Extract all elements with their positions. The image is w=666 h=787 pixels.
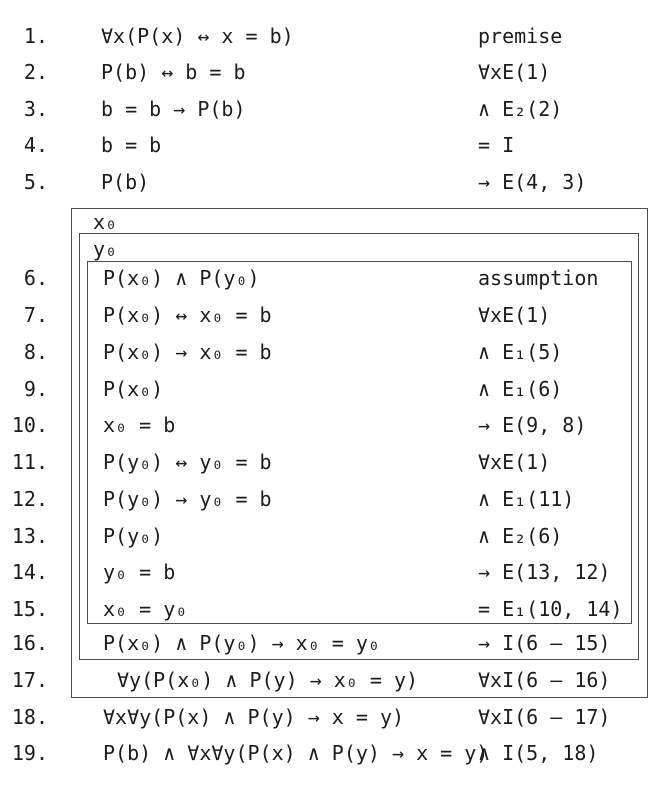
line-number: 17. (11, 668, 48, 692)
proof-line-9 (0, 377, 666, 401)
proof-line-13 (0, 524, 666, 548)
fresh-variable-label-x0: x₀ (93, 210, 118, 234)
line-formula: x₀ = y₀ (103, 597, 188, 621)
line-justification: ∧ E₁(11) (478, 487, 575, 511)
line-formula: P(x₀) → x₀ = b (103, 340, 272, 364)
line-formula: ∀y(P(x₀) ∧ P(y) → x₀ = y) (117, 668, 419, 692)
proof-line-4 (0, 133, 666, 157)
proof-line-2 (0, 60, 666, 84)
line-number: 8. (23, 340, 48, 364)
proof-line-3 (0, 97, 666, 121)
line-justification: → I(6 – 15) (478, 631, 611, 655)
line-number: 1. (23, 24, 48, 48)
line-number: 6. (23, 266, 48, 290)
line-formula: ∀x∀y(P(x) ∧ P(y) → x = y) (103, 705, 405, 729)
line-number: 11. (11, 450, 48, 474)
line-justification: ∧ E₁(5) (478, 340, 563, 364)
proof-line-16 (0, 631, 666, 655)
line-number: 19. (11, 741, 48, 765)
line-formula: b = b → P(b) (101, 97, 246, 121)
line-justification: ∧ E₂(2) (478, 97, 563, 121)
proof-line-6 (0, 266, 666, 290)
proof-line-17 (0, 668, 666, 692)
fresh-variable-label-y0: y₀ (93, 237, 118, 261)
line-formula: P(b) ↔ b = b (101, 60, 246, 84)
line-formula: P(x₀) (103, 377, 164, 401)
line-number: 4. (23, 133, 48, 157)
line-justification: → E(13, 12) (478, 560, 611, 584)
line-number: 14. (11, 560, 48, 584)
line-justification: = E₁(10, 14) (478, 597, 623, 621)
line-justification: ∀xE(1) (478, 303, 551, 327)
proof-line-10 (0, 413, 666, 437)
line-formula: P(y₀) ↔ y₀ = b (103, 450, 272, 474)
proof-line-7 (0, 303, 666, 327)
line-formula: P(x₀) ↔ x₀ = b (103, 303, 272, 327)
line-justification: = I (478, 133, 515, 157)
proof-line-19 (0, 741, 666, 765)
proof-line-11 (0, 450, 666, 474)
proof-line-1 (0, 24, 666, 48)
line-formula: P(b) ∧ ∀x∀y(P(x) ∧ P(y) → x = y) (103, 741, 489, 765)
line-justification: ∧ E₁(6) (478, 377, 563, 401)
line-number: 10. (11, 413, 48, 437)
line-formula: P(b) (101, 170, 150, 194)
line-formula: P(y₀) (103, 524, 164, 548)
line-number: 2. (23, 60, 48, 84)
proof-line-5 (0, 170, 666, 194)
line-formula: P(y₀) → y₀ = b (103, 487, 272, 511)
line-formula: P(x₀) ∧ P(y₀) (103, 266, 260, 290)
line-formula: ∀x(P(x) ↔ x = b) (101, 24, 294, 48)
proof-line-15 (0, 597, 666, 621)
line-number: 16. (11, 631, 48, 655)
line-justification: → E(9, 8) (478, 413, 587, 437)
line-justification: ∀xI(6 – 17) (478, 705, 611, 729)
line-number: 13. (11, 524, 48, 548)
line-justification: ∧ I(5, 18) (478, 741, 599, 765)
proof-line-12 (0, 487, 666, 511)
line-justification: assumption (478, 266, 599, 290)
line-justification: ∀xE(1) (478, 60, 551, 84)
line-number: 7. (23, 303, 48, 327)
line-number: 18. (11, 705, 48, 729)
line-formula: y₀ = b (103, 560, 176, 584)
line-number: 12. (11, 487, 48, 511)
proof-line-8 (0, 340, 666, 364)
line-number: 9. (23, 377, 48, 401)
proof-line-14 (0, 560, 666, 584)
line-number: 5. (23, 170, 48, 194)
line-formula: x₀ = b (103, 413, 176, 437)
line-formula: b = b (101, 133, 162, 157)
line-justification: ∀xI(6 – 16) (478, 668, 611, 692)
line-justification: → E(4, 3) (478, 170, 587, 194)
proof-line-18 (0, 705, 666, 729)
line-justification: ∀xE(1) (478, 450, 551, 474)
line-number: 3. (23, 97, 48, 121)
line-justification: premise (478, 24, 563, 48)
line-justification: ∧ E₂(6) (478, 524, 563, 548)
line-number: 15. (11, 597, 48, 621)
line-formula: P(x₀) ∧ P(y₀) → x₀ = y₀ (103, 631, 380, 655)
